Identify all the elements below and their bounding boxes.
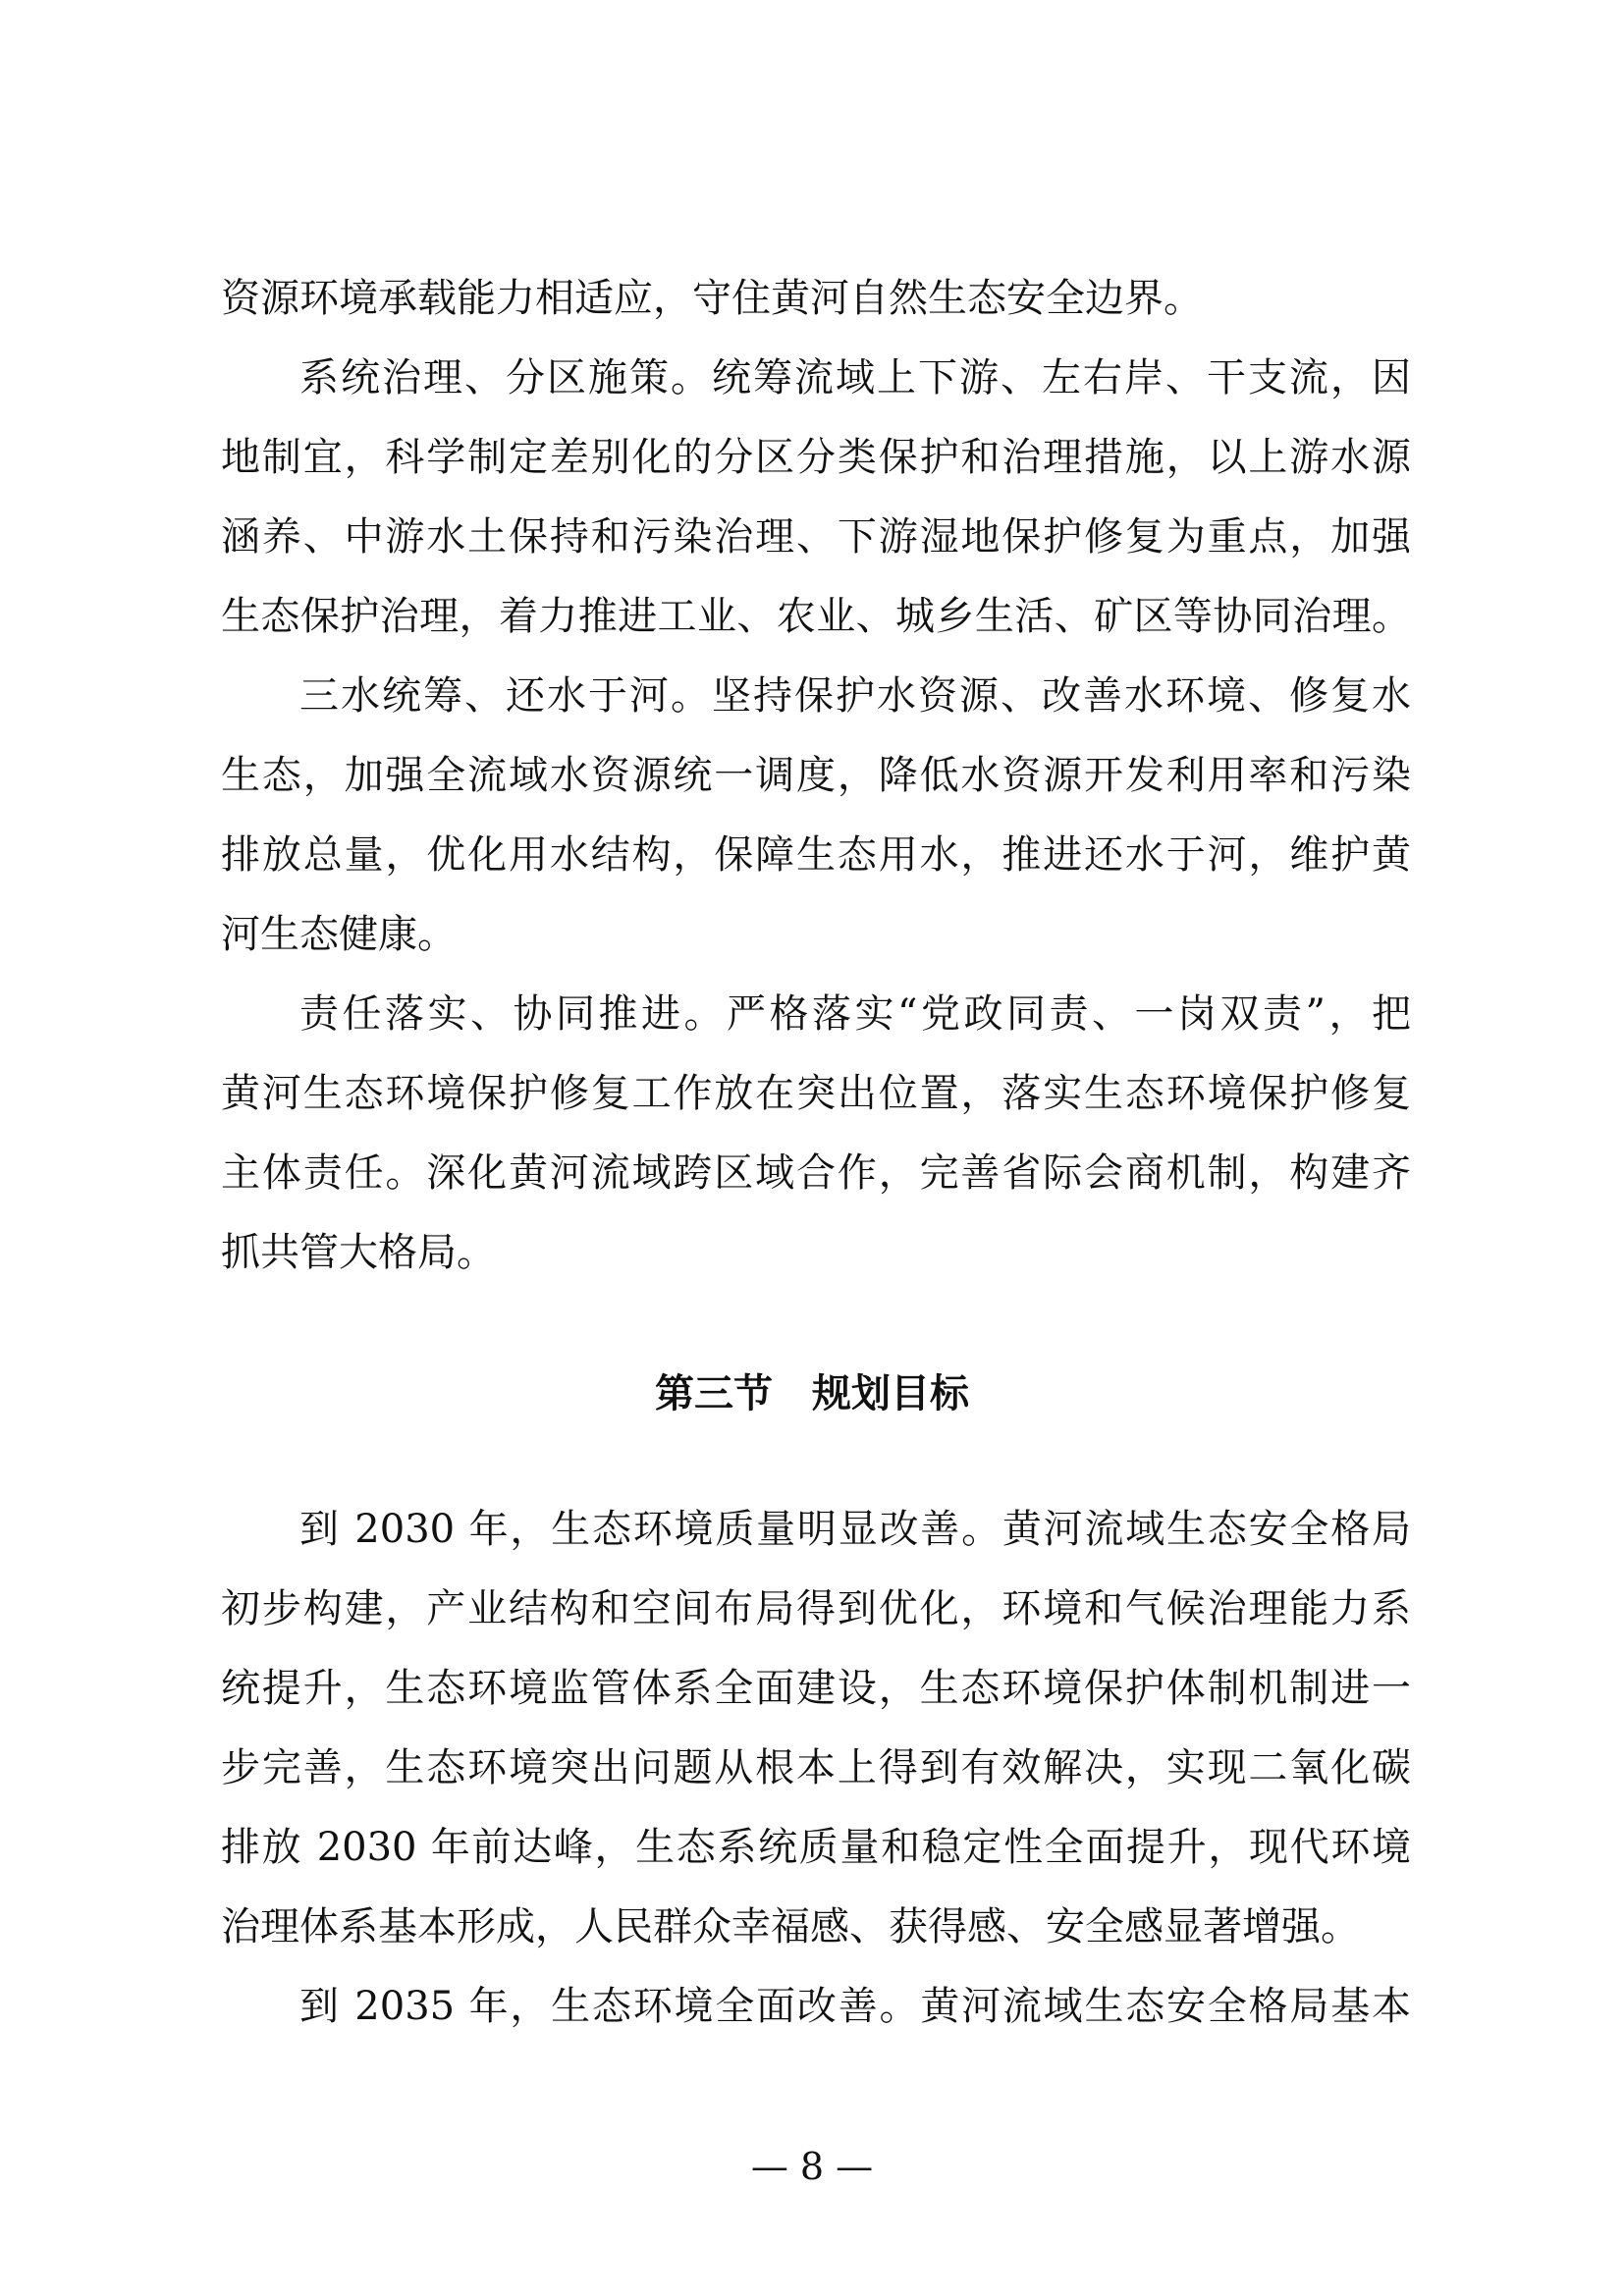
paragraph-line: 排放 2030 年前达峰，生态系统质量和稳定性全面提升，现代环境 [221,1825,1411,1870]
paragraph-line: 三水统筹、还水于河。坚持保护水资源、改善水环境、修复水 [299,673,1411,719]
paragraph-line: 排放总量，优化用水结构，保障生态用水，推进还水于河，维护黄 [221,832,1411,878]
paragraph-line: 初步构建，产业结构和空间布局得到优化，环境和气候治理能力系 [221,1586,1411,1631]
section-heading: 第三节 规划目标 [655,1371,969,1416]
paragraph-line: 步完善，生态环境突出问题从根本上得到有效解决，实现二氧化碳 [221,1745,1411,1790]
paragraph-line: 黄河生态环境保护修复工作放在突出位置，落实生态环境保护修复 [221,1071,1411,1116]
paragraph-line: 生态保护治理，着力推进工业、农业、城乡生活、矿区等协同治理。 [221,594,1411,639]
paragraph-line: 地制宜，科学制定差别化的分区分类保护和治理措施，以上游水源 [221,435,1411,480]
paragraph-line: 资源环境承载能力相适应，守住黄河自然生态安全边界。 [221,276,1203,321]
paragraph-line: 涵养、中游水土保持和污染治理、下游湿地保护修复为重点，加强 [221,514,1411,560]
paragraph-line: 治理体系基本形成，人民群众幸福感、获得感、安全感显著增强。 [221,1904,1360,1949]
paragraph-line: 责任落实、协同推进。严格落实“党政同责、一岗双责”，把 [299,991,1411,1037]
paragraph-line: 系统治理、分区施策。统筹流域上下游、左右岸、干支流，因 [299,355,1411,400]
page-number: — 8 — [750,2145,874,2188]
paragraph-line: 主体责任。深化黄河流域跨区域合作，完善省际会商机制，构建齐 [221,1150,1411,1196]
paragraph-line: 抓共管大格局。 [221,1230,496,1275]
paragraph-line: 生态，加强全流域水资源统一调度，降低水资源开发利用率和污染 [221,753,1411,798]
paragraph-line: 到 2030 年，生态环境质量明显改善。黄河流域生态安全格局 [299,1507,1411,1552]
paragraph-line: 统提升，生态环境监管体系全面建设，生态环境保护体制机制进一 [221,1666,1411,1711]
paragraph-line: 到 2035 年，生态环境全面改善。黄河流域生态安全格局基本 [299,1984,1411,2029]
paragraph-line: 河生态健康。 [221,912,457,957]
